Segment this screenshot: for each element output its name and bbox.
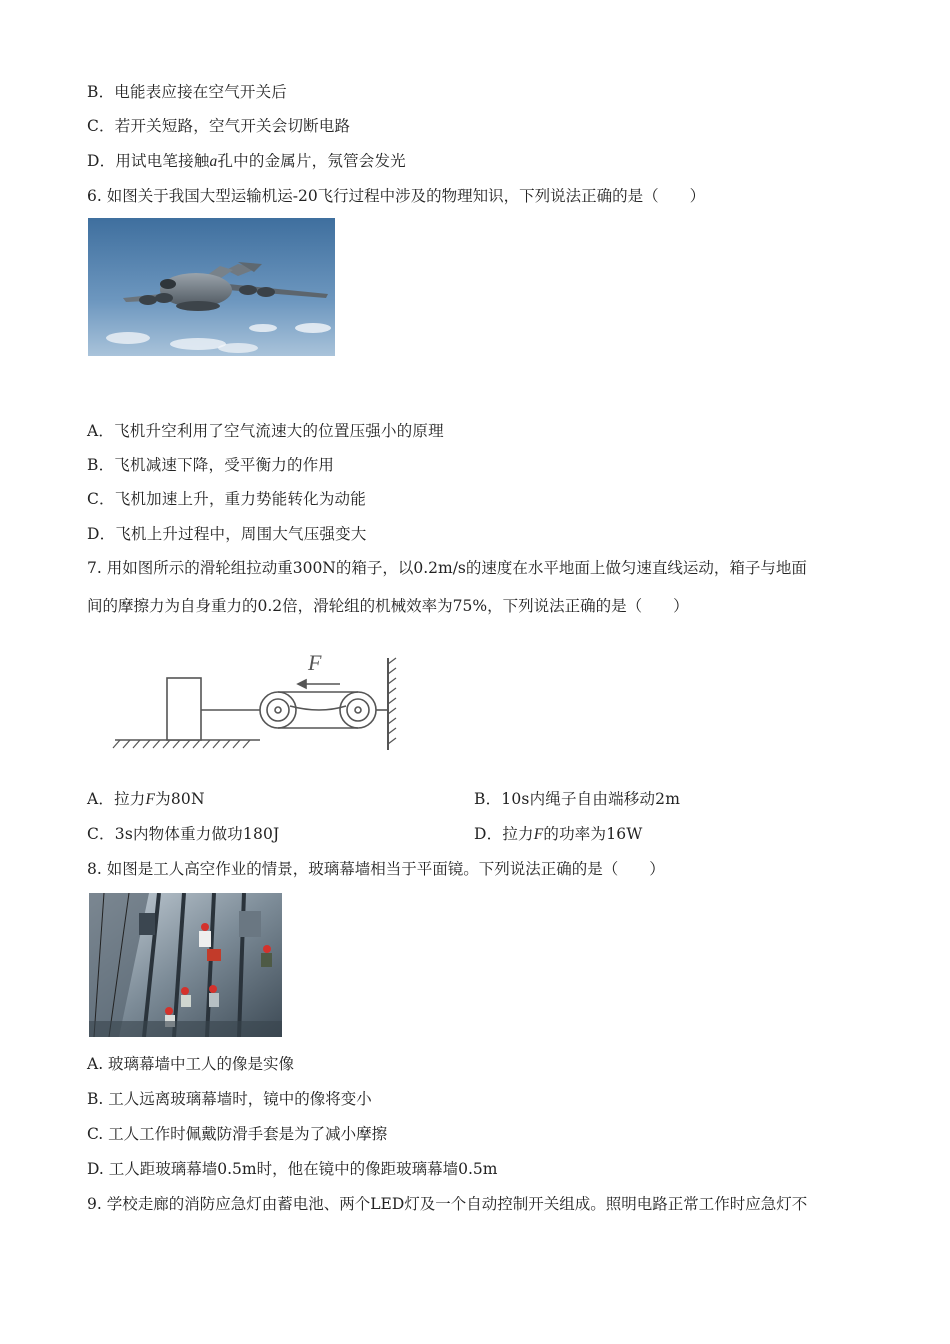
q6-option-d: D．飞机上升过程中，周围大气压强变大 xyxy=(87,525,367,543)
workers-glass-wall-photo xyxy=(89,893,282,1037)
q5-option-b: B．电能表应接在空气开关后 xyxy=(87,83,287,101)
q6-option-c: C．飞机加速上升，重力势能转化为动能 xyxy=(87,490,366,508)
q8-option-a: A. 玻璃幕墙中工人的像是实像 xyxy=(87,1055,295,1073)
q8-option-d: D. 工人距玻璃幕墙0.5m时，他在镜中的像距玻璃幕墙0.5m xyxy=(87,1160,498,1178)
q7-stem-line1: 7. 用如图所示的滑轮组拉动重300N的箱子，以0.2m/s的速度在水平地面上做匀速直线运动，箱子与地面 xyxy=(87,559,807,577)
q9-stem: 9. 学校走廊的消防应急灯由蓄电池、两个LED灯及一个自动控制开关组成。照明电路正常工作时应急灯不 xyxy=(87,1195,808,1213)
transport-plane-photo xyxy=(88,218,335,356)
q5-option-d: D．用试电笔接触a孔中的金属片，氖管会发光 xyxy=(87,152,406,170)
pulley-system-diagram xyxy=(110,650,400,760)
force-label: F xyxy=(308,650,322,675)
q6-option-b: B．飞机减速下降，受平衡力的作用 xyxy=(87,456,335,474)
q6-stem: 6. 如图关于我国大型运输机运-20飞行过程中涉及的物理知识，下列说法正确的是（ ） xyxy=(87,187,706,205)
q7-stem-line2: 间的摩擦力为自身重力的0.2倍，滑轮组的机械效率为75%，下列说法正确的是（ ） xyxy=(87,597,689,615)
q5-option-c: C．若开关短路，空气开关会切断电路 xyxy=(87,117,351,135)
q8-option-c: C. 工人工作时佩戴防滑手套是为了减小摩擦 xyxy=(87,1125,388,1143)
q7-option-d: D．拉力F的功率为16W xyxy=(474,825,643,843)
q6-option-a: A．飞机升空利用了空气流速大的位置压强小的原理 xyxy=(87,422,444,440)
q8-stem: 8. 如图是工人高空作业的情景，玻璃幕墙相当于平面镜。下列说法正确的是（ ） xyxy=(87,860,665,878)
q7-option-b: B．10s内绳子自由端移动2m xyxy=(474,790,681,808)
q7-option-c: C．3s内物体重力做功180J xyxy=(87,825,280,843)
q7-option-a: A．拉力F为80N xyxy=(87,790,205,808)
q8-option-b: B. 工人远离玻璃幕墙时，镜中的像将变小 xyxy=(87,1090,372,1108)
